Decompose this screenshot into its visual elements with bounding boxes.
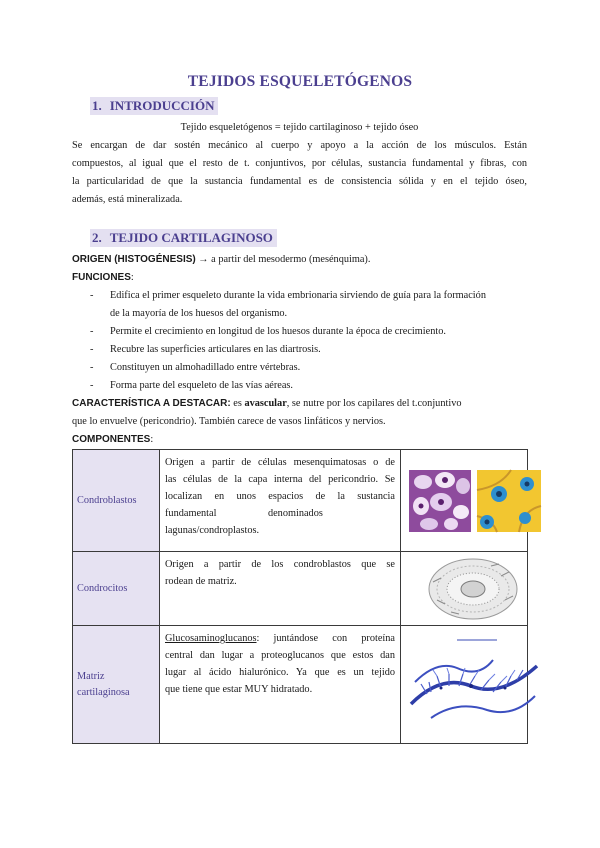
underlined-term: Glucosaminoglucanos (165, 633, 257, 644)
component-description (160, 450, 401, 552)
description-line: Origen a partir de células mesenquimatosas o de (165, 457, 395, 468)
list-item-text: - Forma parte del esqueleto de las vías aéreas. (110, 380, 293, 391)
list-item (88, 341, 528, 359)
feature-line (72, 395, 527, 413)
section-heading-introduccion (90, 97, 218, 115)
component-name: Condrocitos (73, 552, 160, 626)
description-line: localizan en unos espacios de la sustancia (165, 491, 395, 502)
description-line: que tiene que estar MUY hidratado. (165, 684, 313, 695)
intro-paragraph-line: además, está mineralizada. (72, 194, 183, 205)
section-number: 1. (92, 98, 102, 113)
description-line: rodean de matriz. (165, 576, 237, 587)
list-item (88, 287, 528, 323)
components-label: COMPONENTES (72, 434, 151, 445)
functions-list (88, 287, 528, 395)
description-line: fundamental denominados (165, 508, 323, 519)
feature-label: CARACTERÍSTICA A DESTACAR: (72, 398, 231, 409)
feature-line-2: que lo envuelve (pericondrio). También carece de vasos linfáticos y nervios. (72, 416, 386, 427)
feature-bold: avascular (244, 398, 287, 409)
list-item-text: - Constituyen un almohadillado entre vértebras. (110, 362, 301, 373)
description-line: lugar al ácido hialurónico. Ya que es un tejido (165, 667, 395, 678)
origin-label: ORIGEN (HISTOGÉNESIS) (72, 254, 196, 265)
description-line: Origen a partir de los condroblastos que se (165, 559, 395, 570)
description-text: : juntándose con proteína (256, 633, 395, 644)
intro-paragraph-line: la particularidad de que la sustancia fundamental es de consistencia sólida y en el tejido óseo, (72, 176, 527, 187)
components-table (72, 449, 528, 744)
feature-pre: es (230, 398, 245, 409)
intro-paragraph-line: Se encargan de dar sostén mecánico al cuerpo y apoyo a la acción de los músculos. Están (72, 140, 527, 151)
section-heading-tejido-cartilaginoso (90, 229, 277, 247)
origin-text: → a partir del mesodermo (mesénquima). (195, 254, 371, 265)
description-line: las células de la capa interna del pericondrio. Se (165, 474, 395, 485)
component-name-line: cartilaginosa (77, 686, 130, 698)
origin-line (72, 251, 527, 269)
component-image-cell (401, 626, 528, 744)
intro-paragraph-line: compuestos, al igual que el resto de t. conjuntivos, por células, sustancia fundamental y fibras, con (72, 158, 527, 169)
list-item-text: - Recubre las superficies articulares en las diartrosis. (110, 344, 321, 355)
description-line: lagunas/condroplastos. (165, 525, 260, 536)
component-name (73, 626, 160, 744)
section-title: TEJIDO CARTILAGINOSO (109, 230, 273, 245)
list-item (88, 323, 528, 341)
component-image-cell (401, 552, 528, 626)
component-name-line: Matriz (77, 670, 105, 682)
component-description (160, 552, 401, 626)
components-colon: : (150, 434, 154, 445)
component-description (160, 626, 401, 744)
components-heading (72, 431, 527, 449)
table-row (73, 450, 528, 552)
list-item (88, 359, 528, 377)
list-item-text: - Edifica el primer esqueleto durante la vida embrionaria sirviendo de guía para la formación (110, 290, 486, 301)
component-image-cell (401, 450, 528, 552)
description-line: central dan lugar a proteoglucanos que estos dan (165, 650, 395, 661)
functions-colon: : (130, 272, 134, 283)
intro-formula: Tejido esqueletógenos = tejido cartilaginoso + tejido óseo (180, 122, 419, 133)
list-item-text: - Permite el crecimiento en longitud de los huesos durante la época de crecimiento. (110, 326, 446, 337)
functions-heading (72, 269, 527, 287)
section-number: 2. (92, 230, 102, 245)
chondroblast-micrograph-image (401, 450, 547, 550)
feature-post: , se nutre por los capilares del t.conjuntivo (286, 398, 462, 409)
description-line (165, 630, 395, 647)
table-row (73, 626, 528, 744)
component-name: Condroblastos (73, 450, 160, 552)
list-item (88, 377, 528, 395)
list-item-text-cont: de la mayoría de los huesos del organismo. (110, 308, 288, 319)
proteoglycan-diagram-image (401, 626, 547, 742)
table-row (73, 552, 528, 626)
chondrocyte-sketch-image (401, 552, 547, 624)
functions-label: FUNCIONES (72, 272, 131, 283)
section-title: INTRODUCCIÓN (109, 98, 215, 113)
page-title: TEJIDOS ESQUELETÓGENOS (187, 73, 413, 90)
